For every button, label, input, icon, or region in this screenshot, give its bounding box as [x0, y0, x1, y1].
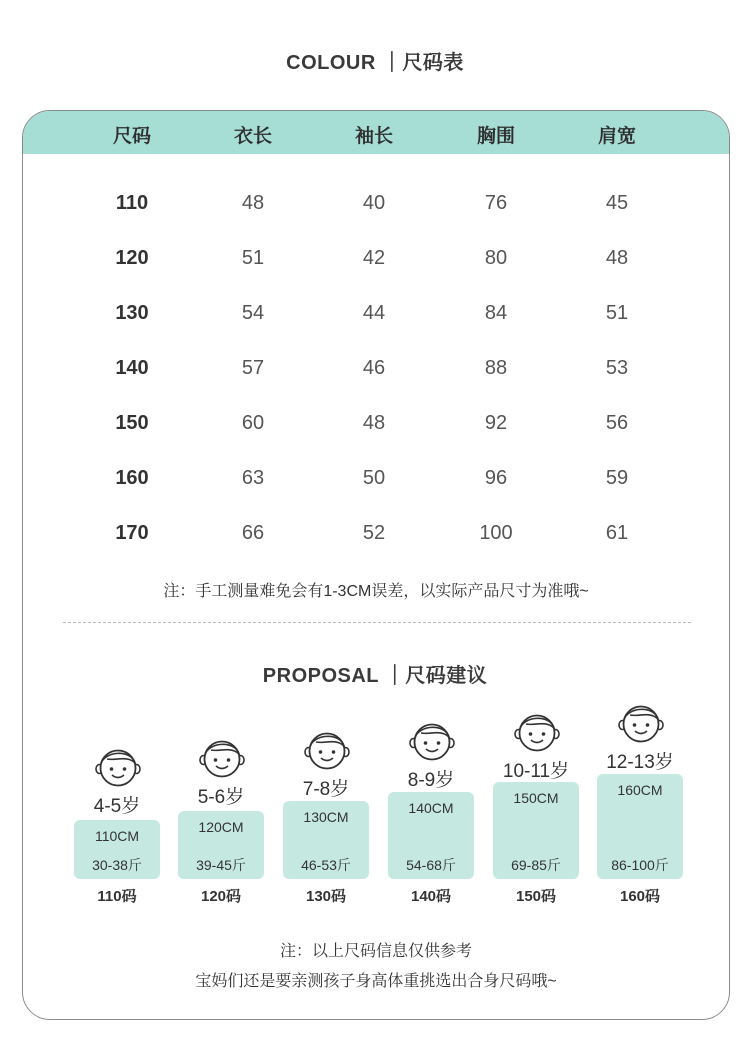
weight-label: 86-100斤 [611, 857, 669, 873]
cell-shoulder: 59 [605, 467, 629, 489]
height-label: 130CM [303, 809, 349, 825]
header-sleeve: 袖长 [354, 126, 393, 147]
cell-chest: 92 [484, 412, 508, 434]
weight-label: 39-45斤 [196, 857, 246, 873]
footer-note-2: 宝妈们还是要亲测孩子身高体重挑选出合身尺码哦~ [195, 973, 557, 990]
cell-length: 48 [241, 192, 265, 214]
cell-size: 130 [115, 302, 149, 324]
age-label: 4-5岁 [93, 796, 141, 817]
table-header [23, 111, 729, 154]
cell-shoulder: 61 [605, 522, 629, 544]
cell-sleeve: 50 [362, 467, 386, 489]
cell-size: 150 [115, 412, 149, 434]
cell-length: 63 [241, 467, 265, 489]
child-face-icon [618, 703, 664, 743]
child-face-icon [95, 747, 141, 787]
size-box [597, 774, 683, 879]
table-row [23, 192, 729, 222]
child-face-icon [304, 730, 350, 770]
table-row [23, 302, 729, 332]
cell-chest: 96 [484, 467, 508, 489]
size-box [283, 801, 369, 879]
age-label: 10-11岁 [502, 761, 570, 782]
cell-length: 57 [241, 357, 265, 379]
cell-chest: 76 [484, 192, 508, 214]
cell-chest: 84 [484, 302, 508, 324]
cell-sleeve: 42 [362, 247, 386, 269]
weight-label: 46-53斤 [301, 857, 351, 873]
table-row [23, 522, 729, 552]
cell-size: 140 [115, 357, 149, 379]
cell-chest: 100 [479, 522, 513, 544]
weight-label: 54-68斤 [406, 857, 456, 873]
cell-chest: 80 [484, 247, 508, 269]
proposal-title: PROPOSAL ｜尺码建议 [262, 665, 488, 687]
height-label: 140CM [408, 800, 454, 816]
cell-sleeve: 40 [362, 192, 386, 214]
cell-shoulder: 45 [605, 192, 629, 214]
weight-label: 69-85斤 [511, 857, 561, 873]
measurement-note: 注：手工测量难免会有1-3CM误差，以实际产品尺寸为准哦~ [163, 583, 589, 600]
table-row [23, 247, 729, 277]
cell-length: 51 [241, 247, 265, 269]
size-card [22, 110, 730, 1020]
cell-sleeve: 48 [362, 412, 386, 434]
size-code: 150码 [515, 888, 557, 905]
cell-chest: 88 [484, 357, 508, 379]
table-row [23, 467, 729, 497]
height-label: 150CM [513, 790, 559, 806]
size-box [74, 820, 160, 879]
cell-size: 160 [115, 467, 149, 489]
cell-length: 66 [241, 522, 265, 544]
size-box [493, 782, 579, 879]
child-face-icon [199, 738, 245, 778]
height-label: 110CM [94, 828, 140, 844]
header-size: 尺码 [112, 126, 151, 147]
age-label: 5-6岁 [197, 787, 245, 808]
size-code: 110码 [97, 888, 137, 905]
size-box [178, 811, 264, 879]
cell-shoulder: 53 [605, 357, 629, 379]
age-label: 12-13岁 [606, 752, 674, 773]
size-code: 160码 [619, 888, 661, 905]
cell-sleeve: 44 [362, 302, 386, 324]
cell-size: 110 [115, 192, 149, 214]
size-code: 120码 [200, 888, 242, 905]
header-chest: 胸围 [476, 126, 515, 147]
cell-shoulder: 51 [605, 302, 629, 324]
header-shoulder: 肩宽 [597, 126, 636, 147]
dashed-divider [63, 622, 691, 623]
height-label: 120CM [198, 819, 244, 835]
weight-label: 30-38斤 [92, 857, 142, 873]
age-label: 7-8岁 [302, 779, 350, 800]
footer-note-1: 注：以上尺码信息仅供参考 [279, 943, 472, 960]
size-code: 130码 [305, 888, 347, 905]
cell-shoulder: 56 [605, 412, 629, 434]
cell-sleeve: 46 [362, 357, 386, 379]
size-box [388, 792, 474, 879]
header-length: 衣长 [233, 126, 272, 147]
cell-length: 54 [241, 302, 265, 324]
size-code: 140码 [410, 888, 452, 905]
cell-size: 170 [115, 522, 149, 544]
age-label: 8-9岁 [407, 770, 455, 791]
cell-size: 120 [115, 247, 149, 269]
cell-sleeve: 52 [362, 522, 386, 544]
table-row [23, 412, 729, 442]
height-label: 160CM [617, 782, 663, 798]
child-face-icon [409, 721, 455, 761]
cell-length: 60 [241, 412, 265, 434]
table-row [23, 357, 729, 387]
cell-shoulder: 48 [605, 247, 629, 269]
size-chart-title: COLOUR ｜尺码表 [286, 52, 464, 74]
child-face-icon [514, 712, 560, 752]
